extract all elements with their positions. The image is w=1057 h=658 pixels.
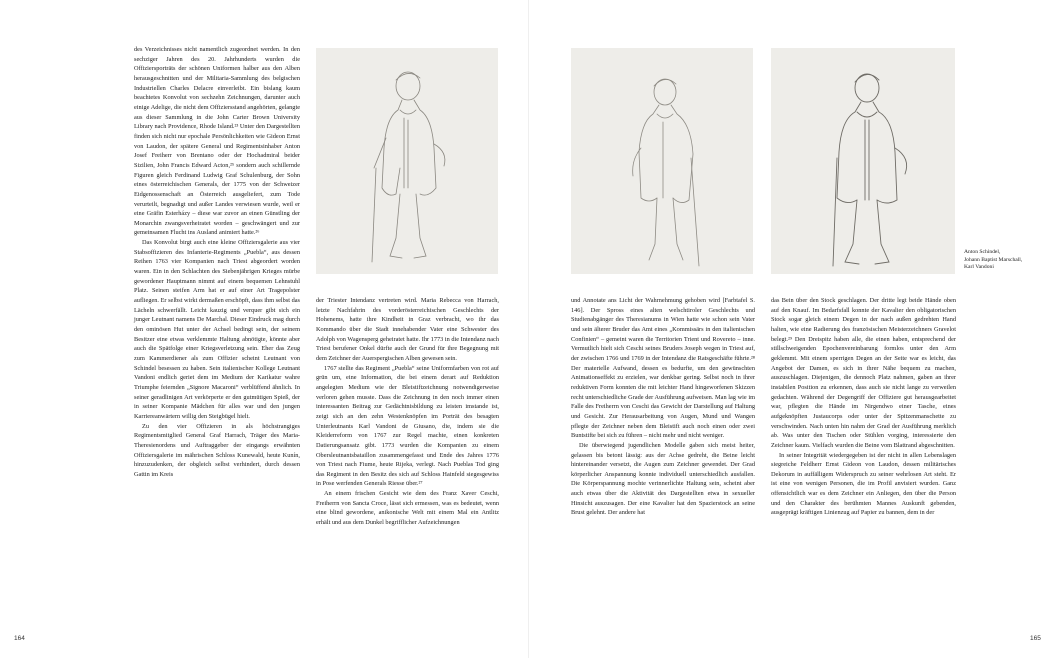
officer-sketch-1 xyxy=(316,48,498,274)
page-number-right: 165 xyxy=(1030,635,1041,642)
sketch-figure-marschall xyxy=(571,48,753,274)
paragraph: An einem frischen Gesicht wie dem des Franz Xaver Ceschi, Freiherrn von Sancta Croce, lässt sich ermessen, was es bedeutet, wenn eine blind gewordene, anikonische Welt mit einem Mal ein Antlitz erhält und aus dem Dunkel begrifflicher Aufzeichnungen xyxy=(316,490,499,527)
paragraph: Die überwiegend jugendlichen Modelle gaben sich meist heiter, gelassen bis betont lässig: aus der Achse gedreht, die Beine leicht hintereinander versetzt, die Augen zum Zeichner gewendet. Der Grad körperlicher Anspannung konnte individuell unterschiedlich ausfallen. Die Körperspannung mochte verinnerlichte Haltung sein, scheint aber auch etwas über die Aktivität des Dargestellten etwa in sexueller Hinsicht auszusagen. Der eine Kavalier hat den Spazierstock an seine Brust gelehnt. Der andere hat xyxy=(571,441,755,517)
paragraph: das Bein über den Stock geschlagen. Der dritte legt beide Hände oben auf den Knauf. Im Bedarfsfall konnte der Kavalier den obligatorischen Stock sogar gleich einem Degen in der nach außen gedrehten Hand halten, wie eine Radierung des französischen Meisterzeichners Gravelot belegt.²⁹ Den Dreispitz haben alle, die einen haben, entsprechend der stillschweigenden Epochenvereinbarung formlos unter den Arm geklemmt. Mit einem sperrigen Degen an der Seite war es leicht, das Angebot der Damen, es sich in ihrer Nähe bequem zu machen, auszuschlagen. Diejenigen, die dennoch Platz nahmen, gaben an ihrer instabilen Position zu erkennen, dass auch sie nicht lange zu verweilen gedachten. Während der Degengriff der Offiziere gut herausgearbeitet war, pflegten die Hände im Nirgendwo einer Tasche, eines aufgeknöpften Justaucorps oder unter der Spitzenmanschette zu verschwinden. Nach unten hin nahm der Grad der Ausführung merklich ab. Was unter den Tischen oder Stühlen vorging, interessierte den Zeichner kaum. Vielfach wurden die Beine vom Blattrand abgeschnitten. xyxy=(771,297,956,449)
officer-sketch-3 xyxy=(771,48,955,274)
paragraph: In seiner Integrität wiedergegeben ist der nicht in allen Lebenslagen siegreiche Feldherr Ernst Gideon von Laudon, dessen militärisches Dekorum in auffälligem Widerspruch zu seiner wehrlosen Art steht. Er ist eine von wenigen Personen, die im Profil anvisiert wurden. Ganz offensichtlich war es dem Zeichner ein Anliegen, den über die Person und den Charakter des berühmten Mannes Auskunft gebenden, ausgeprägt kräftigen Linienzug auf Papier zu bannen, dem in der xyxy=(771,451,956,517)
officer-sketch-2 xyxy=(571,48,753,274)
caption-line: Johann Baptist Marschall, xyxy=(964,256,1023,263)
sketch-figure-schindel xyxy=(316,48,498,274)
page-number-left: 164 xyxy=(14,635,25,642)
caption-line: Anton Schindel, xyxy=(964,249,1001,255)
paragraph: des Verzeichnisses nicht namentlich zugeordnet werden. In den sechziger Jahren des 20. Jahrhunderts wurden die Offiziersporträts der schönen Uniformen halber aus den Alben herausgeschnitten und der Militaria-Sammlung des belgischen Industriellen Charles Delacre einverleibt. Ein bislang kaum beachtetes Konvolut von sechzehn Zeichnungen, darunter auch einige Adelige, die nicht dem Offiziersstand angehörten, gelangte aus dieser Sammlung in die John Carter Brown University Library nach Providence, Rhode Island.²³ Unter den Dargestellten finden sich nicht nur epochale Persönlichkeiten wie Gideon Ernst von Laudon, der spätere General und Regimentsinhaber Anton Josef Freiherr von Brentano oder der Hochadmiral beider Sizilien, John Francis Edward Acton,²⁵ sondern auch schillernde Figuren gleich Ferdinand Ludwig Graf Schulenburg, der Sohn eines österreichischen Generals, der 1775 von der Schweizer Eidgenossenschaft an Österreich ausgeliefert, zum Tode verurteilt, begnadigt und außer Landes verwiesen wurde, weil er eine Gräfin Esterházy – diese war zuvor an einen Günstling der Monarchin zwangsverheiratet worden – geschwängert und zur gemeinsamen Flucht ins Ausland animiert hatte.²⁶ xyxy=(134,46,300,237)
left-page-column-1 xyxy=(134,45,300,480)
paragraph: 1767 stellte das Regiment „Puebla“ seine Uniformfarben von rot auf grün um, eine Information, die bei einem derart auf Reduktion angelegten Medium wie der Bleistiftzeichnung notwendigerweise verloren gehen musste. Dass die Zeichnung in den noch immer einen interessanten Beitrag zur Gedächtnisbildung zu leisten imstande ist, zeigt sich an den zehn Westenknöpfen im Porträt des besagten Unterleutnants Karl Vandoni de Giusano, die, indem sie die Kleiderreform von 1767 zur Regel machte, einen konkreten Datierungsansatz gibt. 1773 wurden die Kompanien zu einem Obersleutnantsbataillon zusammengefasst und Ende des Jahres 1776 von Triest nach Fiume, heute Rijeka, verlegt. Nach Pueblas Tod ging das Regiment in den Besitz des sich auf Schloss Hainfeld siegesgewiss in Pose werfenden Generals Riesse über.²⁷ xyxy=(316,364,499,488)
right-page-column-2 xyxy=(771,296,956,518)
paragraph: Das Konvolut birgt auch eine kleine Offiziersgalerie aus vier Stabsoffizieren des Infanterie-Regiments „Puebla“, aus dessen Reihen 1763 vier Kompanien nach Triest abgeordert worden waren. Ein in den Schlachten des Siebenjährigen Krieges mürbe gewordener Hauptmann nimmt auf einem bequemen Lehnstuhl Platz. Seinen steifen Arm hat er auf einer Art Tragepolster aufliegen. Er selbst wirkt dermaßen erschöpft, dass ihm selbst das Lächeln schwerfällt. Leicht kauzig und verquer gibt sich ein junger Leutnant namens De Marchal. Dieser Eindruck mag durch den ominösen Hut unter der Achsel bedingt sein, der seinem Besitzer eine etwas verklemmte Haltung abnötigte, könnte aber auch die Spätfolge einer Kriegsverletzung sein. Eher das Zeug zum Kammerdiener als zum Offizier scheint Leutnant von Schindel besessen zu haben. Sein italienischer Kollege Leutnant Vandoni endlich geriet dem im Medium der Karikatur wahre Triumphe feiernden „Signore Macaroni“ verblüffend ähnlich. In seiner geradlinigen Art verkörperte er den gutmütigen Spieß, der in seiner Kompanie Mädchen für alles war und den jungen Karriereanwärtern willig den Steigbügel hielt. xyxy=(134,239,300,420)
figure-caption xyxy=(964,249,1042,272)
sketch-figure-vandoni xyxy=(771,48,955,274)
left-page-column-2 xyxy=(316,296,499,528)
paragraph: Zu den vier Offizieren in als höchstrangiges Regimentsmitglied General Graf Harrach, Träger des Maria-Theresienordens und Auftraggeber der eingangs erwähnten Offiziersgalerie im mährischen Schloss Kunewald, heute Kunín, hinzuzudenken, der obgleich selbst verhindert, durch dessen Gattin im Kreis xyxy=(134,422,300,478)
paragraph: der Triester Intendanz vertreten wird. Maria Rebecca von Harrach, letzte Nachfahrin des vorderösterreichischen Geschlechts der Hohenems, hatte ihre Kindheit in Graz verbracht, wo ihr das Kommando über die Stadt innehabender Vater eine Schwester des Adolph von Wagensperg geheiratet hatte. Ihr 1773 in die Intendanz nach Triest berufener Onkel dürfte auch der Grund für ihre Begegnung mit dem Zeichner der Auerspergischen Alben gewesen sein. xyxy=(316,297,499,362)
caption-line: Karl Vandoni xyxy=(964,264,994,270)
right-page-column-1 xyxy=(571,296,755,518)
page-fold xyxy=(528,0,529,658)
paragraph: und Annotate ans Licht der Wahrnehmung gehoben wird [Farbtafel S. 146]. Der Spross eines alten welschtiroler Geschlechts und Studienabgänger des Theresianums in Wien hatte wie schon sein Vater und sein älterer Bruder das Amt eines „Kommissärs in den italienischen Confinien“ – gemeint waren die Territorien Trient und Rovereto – inne. Vermutlich hielt sich Ceschi seines Bruders Joseph wegen in Triest auf, der zwischen 1766 und 1769 in der Intendanz die Ratsgeschäfte führte.²⁸ Der materielle Aufwand, dessen es bedurfte, um den gewünschten Animationseffekt zu erzielen, war denkbar gering. Selbst noch in ihrer reduktiven Form konnten die mit leichter Hand hingeworfenen Skizzen recht unterschiedliche Grade der Ausführung aufweisen. Man lag wie im Falle des Freiherrn von Ceschi das Gewicht der Darstellung auf Haltung und Gesicht. Zur Herausarbeitung von Augen, Mund und Wangen pflegte der Zeichner neben dem Bleistift auch noch einen oder zwei Buntstifte bei sich zu führen – nicht mehr und nicht weniger. xyxy=(571,297,755,440)
